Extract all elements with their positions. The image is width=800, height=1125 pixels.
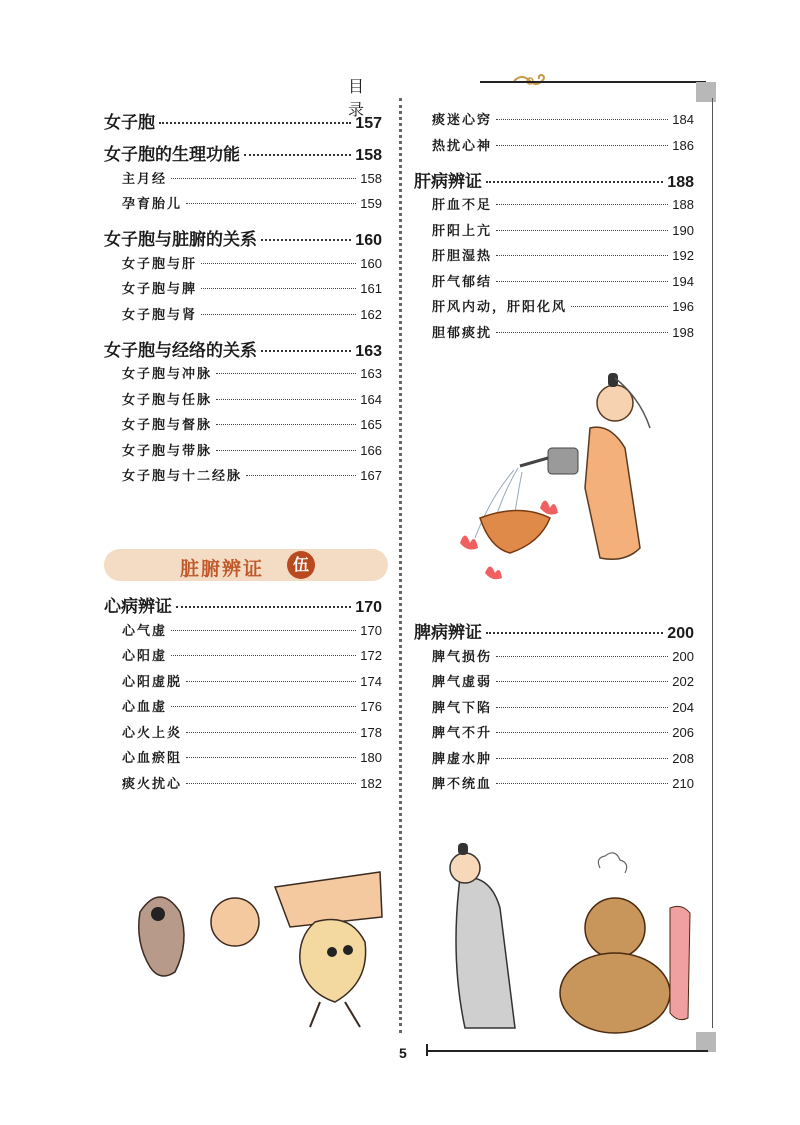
toc-entry-page: 200	[672, 648, 694, 664]
toc-entry-page: 204	[672, 699, 694, 715]
toc-entry-label: 胆郁痰扰	[432, 325, 493, 341]
toc-subentry	[432, 773, 694, 792]
toc-entry-page: 186	[672, 137, 694, 153]
toc-entry-label: 心血虚	[122, 700, 168, 715]
toc-heading-entry	[104, 140, 382, 165]
toc-dot-leader	[159, 122, 351, 124]
toc-dot-leader	[496, 681, 668, 682]
toc-entry-page: 158	[355, 147, 382, 164]
toc-entry-page: 170	[360, 622, 382, 638]
toc-entry-label: 肝病辨证	[414, 171, 482, 192]
toc-entry-label: 心火上炎	[122, 725, 183, 741]
page-header-title: 目 录	[348, 77, 385, 119]
toc-dot-leader	[216, 424, 356, 425]
toc-heading-entry	[414, 167, 694, 192]
toc-subentry	[432, 109, 694, 128]
toc-entry-label: 心血瘀阻	[122, 751, 183, 766]
toc-entry-page: 166	[360, 442, 382, 458]
toc-entry-label: 女子胞与十二经脉	[122, 469, 243, 484]
corner-block-top	[696, 82, 716, 102]
toc-entry-page: 194	[672, 273, 694, 289]
toc-entry-page: 196	[672, 299, 694, 314]
toc-dot-leader	[496, 732, 668, 733]
toc-entry-page: 206	[672, 725, 694, 740]
toc-subentry	[432, 646, 694, 665]
toc-subentry	[122, 773, 382, 792]
toc-subentry	[432, 296, 694, 315]
toc-dot-leader	[496, 281, 668, 282]
toc-entry-page: 159	[360, 196, 382, 211]
toc-subentry	[122, 414, 382, 433]
toc-dot-leader	[496, 783, 668, 784]
toc-entry-page: 200	[667, 625, 694, 642]
toc-entry-label: 脾不统血	[432, 777, 493, 792]
toc-dot-leader	[496, 204, 668, 205]
toc-dot-leader	[244, 154, 351, 156]
toc-dot-leader	[571, 306, 668, 307]
toc-entry-page: 174	[360, 673, 382, 689]
toc-entry-label: 心病辨证	[104, 597, 172, 617]
toc-dot-leader	[186, 783, 356, 784]
toc-subentry	[432, 671, 694, 690]
toc-subentry	[122, 168, 382, 187]
toc-subentry	[122, 645, 382, 664]
toc-entry-label: 肝胆湿热	[432, 249, 493, 264]
toc-subentry	[122, 465, 382, 484]
toc-dot-leader	[496, 145, 668, 146]
toc-dot-leader	[496, 656, 668, 657]
toc-entry-label: 女子胞	[104, 113, 155, 133]
toc-subentry	[122, 363, 382, 382]
toc-entry-page: 180	[360, 750, 382, 765]
toc-entry-page: 164	[360, 391, 382, 407]
toc-entry-page: 178	[360, 724, 382, 740]
toc-heading-entry	[104, 592, 382, 617]
spleen-qi-illustration	[420, 838, 710, 1038]
toc-entry-label: 主月经	[122, 171, 168, 187]
toc-dot-leader	[201, 263, 356, 264]
toc-subentry	[432, 135, 694, 154]
toc-subentry	[432, 722, 694, 741]
footer-rule	[428, 1050, 708, 1052]
toc-entry-label: 女子胞与肾	[122, 307, 198, 323]
toc-entry-page: 160	[355, 232, 382, 249]
toc-entry-page: 165	[360, 417, 382, 432]
toc-dot-leader	[496, 332, 668, 333]
toc-subentry	[122, 193, 382, 212]
toc-entry-page: 184	[672, 112, 694, 127]
toc-dot-leader	[186, 681, 356, 682]
toc-heading-entry	[414, 618, 694, 643]
toc-entry-label: 孕育胎儿	[122, 197, 183, 212]
toc-dot-leader	[486, 181, 663, 183]
toc-dot-leader	[186, 732, 356, 733]
toc-entry-page: 202	[672, 674, 694, 689]
toc-entry-label: 女子胞与经络的关系	[104, 340, 257, 361]
toc-entry-label: 脾病辨证	[414, 623, 482, 643]
toc-dot-leader	[496, 119, 668, 120]
toc-entry-label: 肝风内动，肝阳化风	[432, 300, 568, 315]
toc-dot-leader	[261, 239, 351, 241]
toc-dot-leader	[216, 399, 356, 400]
toc-entry-page: 163	[355, 342, 382, 360]
toc-entry-label: 女子胞与冲脉	[122, 367, 213, 382]
toc-entry-label: 脾气下陷	[432, 700, 493, 716]
toc-subentry	[122, 389, 382, 408]
toc-entry-page: 157	[355, 115, 382, 132]
section-title: 脏腑辨证	[180, 558, 265, 580]
toc-entry-label: 女子胞与督脉	[122, 418, 213, 433]
toc-dot-leader	[171, 178, 356, 179]
toc-subentry	[122, 620, 382, 639]
toc-entry-page: 160	[360, 255, 382, 271]
toc-dot-leader	[171, 655, 356, 656]
header-rule	[480, 81, 706, 83]
toc-entry-label: 脾气损伤	[432, 649, 493, 665]
toc-dot-leader	[186, 757, 356, 758]
toc-heading-entry	[104, 336, 382, 361]
toc-subentry	[122, 696, 382, 715]
toc-entry-page: 188	[672, 197, 694, 212]
toc-entry-label: 痰火扰心	[122, 776, 183, 792]
toc-dot-leader	[486, 632, 663, 634]
toc-dot-leader	[496, 255, 668, 256]
toc-dot-leader	[261, 350, 351, 352]
toc-entry-page: 162	[360, 306, 382, 322]
toc-entry-label: 女子胞与肝	[122, 256, 198, 272]
toc-subentry	[432, 220, 694, 239]
toc-entry-page: 192	[672, 248, 694, 263]
toc-dot-leader	[496, 230, 668, 231]
toc-dot-leader	[216, 450, 356, 451]
toc-subentry	[432, 748, 694, 767]
toc-subentry	[122, 722, 382, 741]
toc-dot-leader	[201, 314, 356, 315]
toc-subentry	[122, 304, 382, 323]
toc-dot-leader	[246, 475, 356, 476]
toc-entry-label: 女子胞与任脉	[122, 392, 213, 408]
toc-entry-label: 心阳虚	[122, 649, 168, 664]
toc-entry-label: 热扰心神	[432, 138, 493, 154]
watering-liver-illustration	[440, 368, 680, 588]
toc-entry-page: 182	[360, 775, 382, 791]
toc-entry-label: 女子胞与脾	[122, 282, 198, 297]
toc-entry-label: 女子胞与脏腑的关系	[104, 230, 257, 250]
toc-entry-page: 170	[355, 599, 382, 616]
toc-subentry	[122, 671, 382, 690]
toc-entry-page: 176	[360, 699, 382, 714]
toc-entry-page: 190	[672, 222, 694, 238]
toc-entry-label: 肝阳上亢	[432, 223, 493, 239]
toc-dot-leader	[171, 630, 356, 631]
toc-dot-leader	[176, 606, 351, 608]
toc-heading-entry	[104, 225, 382, 250]
toc-entry-label: 女子胞与带脉	[122, 443, 213, 459]
right-border-line	[712, 98, 713, 1028]
toc-entry-page: 167	[360, 468, 382, 483]
toc-subentry	[432, 322, 694, 341]
toc-heading-entry	[104, 108, 382, 133]
column-divider	[399, 98, 402, 1033]
toc-subentry	[122, 747, 382, 766]
toc-subentry	[432, 245, 694, 264]
toc-dot-leader	[496, 707, 668, 708]
toc-entry-page: 158	[360, 170, 382, 186]
toc-entry-label: 心阳虚脱	[122, 674, 183, 690]
toc-subentry	[122, 440, 382, 459]
toc-subentry	[432, 697, 694, 716]
heart-and-fist-illustration	[120, 862, 390, 1032]
section-number-badge: 伍	[287, 551, 315, 579]
toc-entry-page: 208	[672, 750, 694, 766]
toc-subentry	[122, 278, 382, 297]
toc-dot-leader	[496, 758, 668, 759]
toc-entry-label: 心气虚	[122, 623, 168, 639]
toc-entry-label: 肝气郁结	[432, 274, 493, 290]
toc-entry-page: 210	[672, 776, 694, 791]
toc-entry-label: 痰迷心窍	[432, 113, 493, 128]
page-number: 5	[399, 1045, 407, 1061]
toc-entry-page: 188	[667, 173, 694, 191]
toc-entry-page: 198	[672, 324, 694, 340]
toc-dot-leader	[186, 203, 356, 204]
toc-subentry	[432, 194, 694, 213]
toc-dot-leader	[171, 706, 356, 707]
toc-entry-label: 脾气不升	[432, 726, 493, 741]
toc-entry-label: 脾虚水肿	[432, 751, 493, 767]
toc-entry-label: 脾气虚弱	[432, 675, 493, 690]
toc-dot-leader	[201, 288, 356, 289]
toc-entry-page: 172	[360, 648, 382, 663]
toc-entry-page: 163	[360, 366, 382, 381]
toc-entry-page: 161	[360, 281, 382, 296]
toc-entry-label: 女子胞的生理功能	[104, 145, 240, 165]
toc-subentry	[432, 271, 694, 290]
toc-subentry	[122, 253, 382, 272]
toc-entry-label: 肝血不足	[432, 198, 493, 213]
toc-dot-leader	[216, 373, 356, 374]
